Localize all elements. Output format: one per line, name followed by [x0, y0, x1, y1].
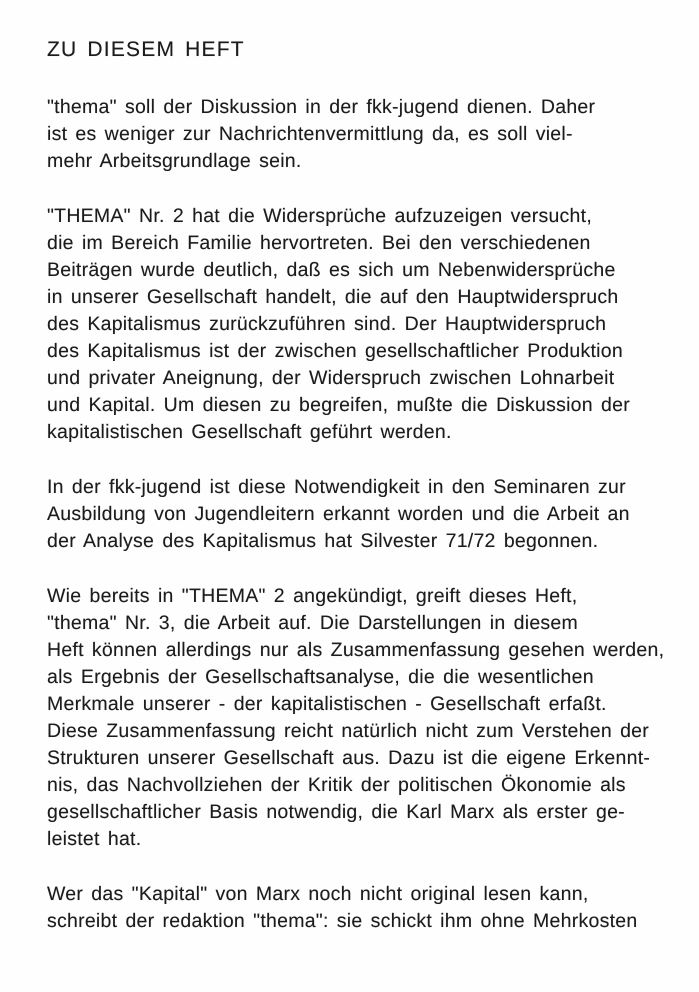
text-line: des Kapitalismus ist der zwischen gesellschaftlicher Produktion: [47, 340, 623, 362]
paragraph: [47, 881, 691, 935]
text-line: kapitalistischen Gesellschaft geführt werden.: [47, 421, 452, 443]
text-line: Merkmale unserer - der kapitalistischen - Gesellschaft erfaßt.: [47, 693, 607, 715]
text-line: "thema" soll der Diskussion in der fkk-jugend dienen. Daher: [47, 96, 596, 118]
text-line: die im Bereich Familie hervortreten. Bei den verschiedenen: [47, 232, 591, 254]
text-line: nis, das Nachvollziehen der Kritik der politischen Ökonomie als: [47, 774, 626, 796]
text-line: Diese Zusammenfassung reicht natürlich nicht zum Verstehen der: [47, 720, 650, 742]
paragraph: [47, 94, 691, 175]
text-line: In der fkk-jugend ist diese Notwendigkeit in den Seminaren zur: [47, 476, 626, 498]
paragraph: [47, 203, 691, 446]
text-line: und Kapital. Um diesen zu begreifen, mußte die Diskussion der: [47, 394, 630, 416]
text-line: Strukturen unserer Gesellschaft aus. Dazu ist die eigene Erkennt-: [47, 747, 651, 769]
text-line: schreibt der redaktion "thema": sie schickt ihm ohne Mehrkosten: [47, 910, 638, 932]
text-line: leistet hat.: [47, 828, 142, 850]
paragraph: [47, 474, 691, 555]
text-line: und privater Aneignung, der Widerspruch zwischen Lohnarbeit: [47, 367, 615, 389]
paragraph: [47, 583, 691, 853]
text-line: des Kapitalismus zurückzuführen sind. Der Hauptwiderspruch: [47, 313, 607, 335]
text-line: mehr Arbeitsgrundlage sein.: [47, 150, 302, 172]
text-line: Ausbildung von Jugendleitern erkannt worden und die Arbeit an: [47, 503, 630, 525]
text-line: Heft können allerdings nur als Zusammenfassung gesehen werden,: [47, 639, 665, 661]
text-line: Wie bereits in "THEMA" 2 angekündigt, greift dieses Heft,: [47, 585, 578, 607]
text-line: in unserer Gesellschaft handelt, die auf den Hauptwiderspruch: [47, 286, 619, 308]
text-line: als Ergebnis der Gesellschaftsanalyse, die die wesentlichen: [47, 666, 594, 688]
text-line: der Analyse des Kapitalismus hat Silvester 71/72 begonnen.: [47, 530, 599, 552]
text-line: ist es weniger zur Nachrichtenvermittlung da, es soll viel-: [47, 123, 573, 145]
text-line: "THEMA" Nr. 2 hat die Widersprüche aufzuzeigen versucht,: [47, 205, 592, 227]
text-line: gesellschaftlicher Basis notwendig, die Karl Marx als erster ge-: [47, 801, 625, 823]
text-line: "thema" Nr. 3, die Arbeit auf. Die Darstellungen in diesem: [47, 612, 579, 634]
text-line: Wer das "Kapital" von Marx noch nicht original lesen kann,: [47, 883, 589, 905]
text-line: Beiträgen wurde deutlich, daß es sich um Nebenwidersprüche: [47, 259, 616, 281]
page-title: ZU DIESEM HEFT: [47, 38, 245, 61]
